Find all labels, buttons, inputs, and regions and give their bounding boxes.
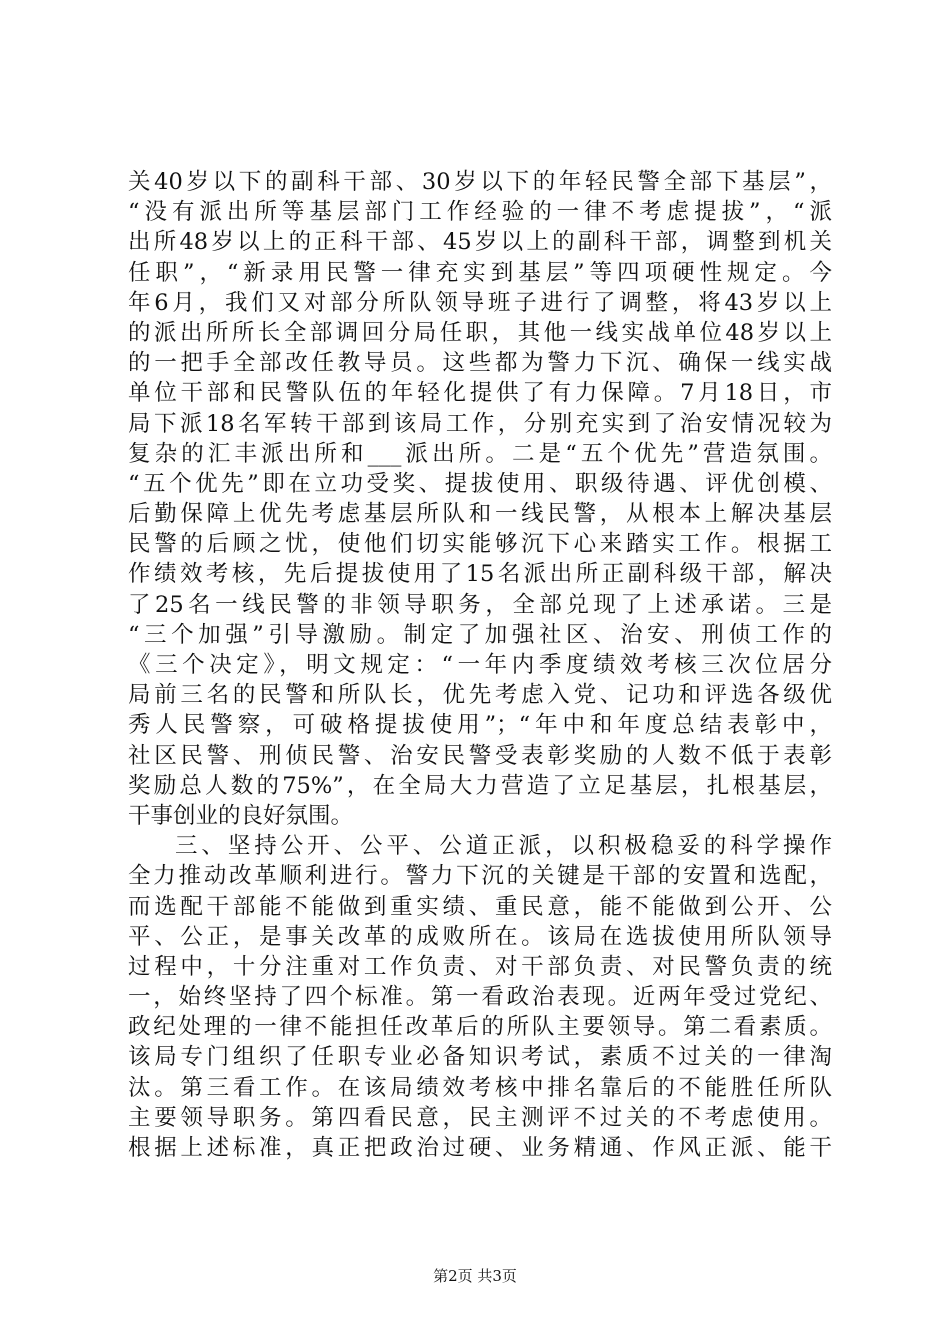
text-line: 年6月，我们又对部分所队领导班子进行了调整，将43岁以上 bbox=[128, 289, 832, 316]
text-line: 局前三名的民警和所队长，优先考虑入党、记功和评选各级优 bbox=[128, 682, 832, 709]
page-indicator: 第2页 共3页 bbox=[433, 1267, 517, 1285]
text-line: 该局专门组织了任职专业必备知识考试，素质不过关的一律淘 bbox=[128, 1044, 832, 1071]
text-line: 根据上述标准，真正把政治过硬、业务精通、作风正派、能干 bbox=[128, 1135, 832, 1161]
text-line: 出所48岁以上的正科干部、45岁以上的副科干部，调整到机关 bbox=[128, 229, 832, 256]
text-line-paragraph-end: 干事创业的良好氛围。 bbox=[128, 802, 354, 829]
text-line: 的一把手全部改任教导员。这些都为警力下沉、确保一线实战 bbox=[128, 350, 832, 377]
text-line: 社区民警、刑侦民警、治安民警受表彰奖励的人数不低于表彰 bbox=[128, 742, 832, 769]
text-line: 政纪处理的一律不能担任改革后的所队主要领导。第二看素质。 bbox=[128, 1014, 832, 1041]
text-line-paragraph-start: 三、坚持公开、公平、公道正派，以积极稳妥的科学操作 bbox=[175, 833, 832, 860]
text-line: 奖励总人数的75%”，在全局大力营造了立足基层，扎根基层， bbox=[128, 772, 832, 799]
text-line: 单位干部和民警队伍的年轻化提供了有力保障。7月18日，市 bbox=[128, 380, 832, 407]
text-line: 关40岁以下的副科干部、30岁以下的年轻民警全部下基层”， bbox=[128, 169, 832, 195]
text-line: 秀人民警察，可破格提拔使用”；“年中和年度总结表彰中， bbox=[128, 712, 832, 739]
text-line: “没有派出所等基层部门工作经验的一律不考虑提拔”，“派 bbox=[128, 199, 832, 226]
text-line: 平、公正，是事关改革的成败所在。该局在选拔使用所队领导 bbox=[128, 923, 832, 950]
text-line: 汰。第三看工作。在该局绩效考核中排名靠后的不能胜任所队 bbox=[128, 1074, 832, 1101]
text-line: 局下派18名军转干部到该局工作，分别充实到了治安情况较为 bbox=[128, 410, 832, 437]
text-line: 而选配干部能不能做到重实绩、重民意，能不能做到公开、公 bbox=[128, 893, 832, 920]
text-line: “三个加强”引导激励。制定了加强社区、治安、刑侦工作的 bbox=[128, 621, 832, 648]
text-line: 一，始终坚持了四个标准。第一看政治表现。近两年受过党纪、 bbox=[128, 984, 832, 1011]
text-line: 了25名一线民警的非领导职务，全部兑现了上述承诺。三是 bbox=[128, 591, 832, 618]
text-line: 作绩效考核，先后提拔使用了15名派出所正副科级干部，解决 bbox=[128, 561, 832, 588]
text-line: 全力推动改革顺利进行。警力下沉的关键是干部的安置和选配， bbox=[128, 863, 832, 890]
text-line: 后勤保障上优先考虑基层所队和一线民警，从根本上解决基层 bbox=[128, 501, 832, 528]
text-line: 复杂的汇丰派出所和___派出所。二是“五个优先”营造氛围。 bbox=[128, 440, 832, 467]
text-line: 的派出所所长全部调回分局任职，其他一线实战单位48岁以上 bbox=[128, 319, 832, 346]
text-line: 《三个决定》，明文规定：“一年内季度绩效考核三次位居分 bbox=[128, 652, 832, 678]
page-footer bbox=[0, 1266, 950, 1286]
text-line: 民警的后顾之忧，使他们切实能够沉下心来踏实工作。根据工 bbox=[128, 531, 832, 558]
text-line: “五个优先”即在立功受奖、提拔使用、职级待遇、评优创模、 bbox=[128, 470, 832, 497]
text-line: 任职”，“新录用民警一律充实到基层”等四项硬性规定。今 bbox=[128, 259, 832, 286]
text-line: 主要领导职务。第四看民意，民主测评不过关的不考虑使用。 bbox=[128, 1104, 832, 1131]
body-text bbox=[128, 167, 832, 1163]
text-line: 过程中，十分注重对工作负责、对干部负责、对民警负责的统 bbox=[128, 953, 832, 980]
